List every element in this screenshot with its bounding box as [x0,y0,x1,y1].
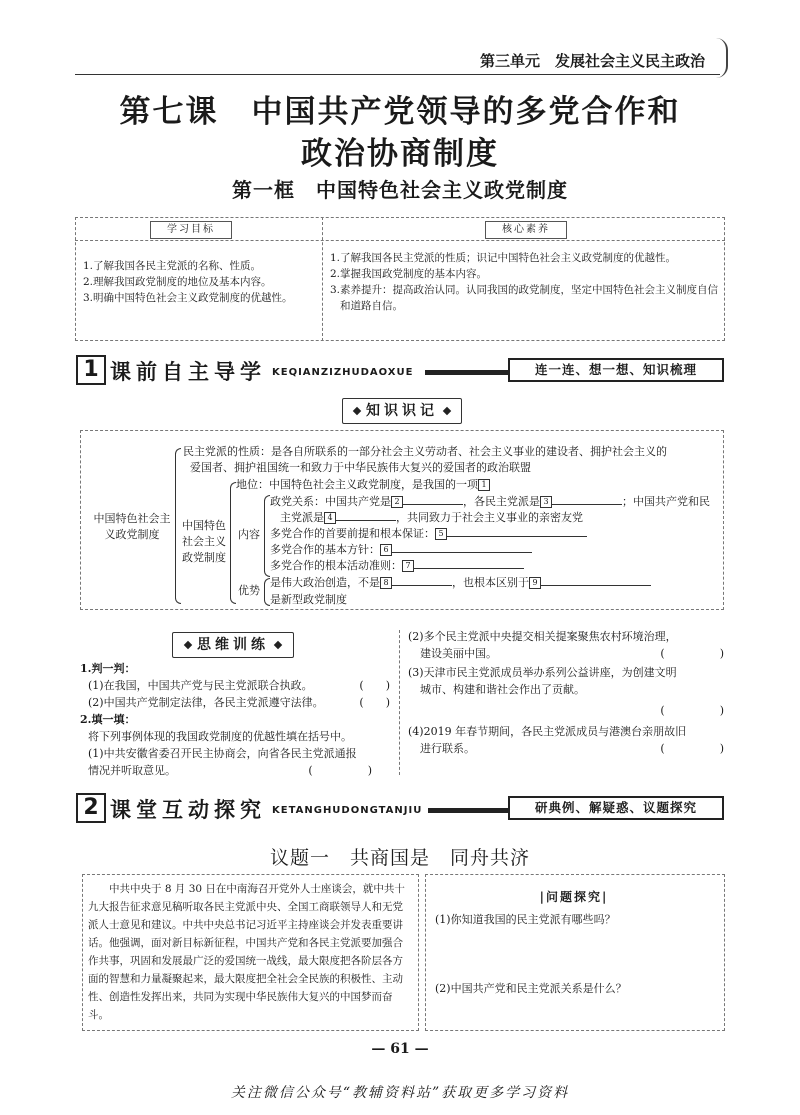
fill-item-3b: 城市、构建和谐社会作出了贡献。 [420,683,585,696]
answer-paren[interactable]: ( ) [660,704,724,717]
core-literacy-item: 2.掌握我国政党制度的基本内容。 [330,268,488,280]
question-2: (2)中国共产党和民主党派关系是什么？ [435,982,627,995]
advantage-text: 是伟大政治创造，不是 [270,576,380,589]
answer-paren[interactable]: ( ) [660,647,724,660]
training-label-text: 思维训练 [197,637,269,653]
training-right [408,628,724,757]
section1-title: 课前自主导学 [110,360,266,384]
fill-blank[interactable] [392,541,532,553]
training-left [80,660,392,779]
core-literacy-list [330,250,720,314]
unit-header: 第三单元 发展社会主义民主政治 [479,52,705,70]
answer-paren[interactable]: ( ) [308,764,372,777]
section1-tagline: 连一连、想一想、知识梳理 [508,358,724,382]
section2-pinyin: KETANGHUDONGTANJIU [272,805,423,816]
diamond-icon [184,641,192,649]
learning-goals-tag: 学习目标 [150,221,232,239]
lesson-title-line2: 政治协商制度 [301,136,499,172]
fill-2b-text: 建设美丽中国。 [420,647,497,660]
relations-text: 主党派是 [280,511,324,524]
fill-blank[interactable] [541,574,651,586]
lesson-subtitle: 第一框 中国特色社会主义政党制度 [232,178,568,202]
tree-status [236,477,490,493]
fill-item-1: (1)中共安徽省委召开民主协商会，向省各民主党派通报 [88,747,357,760]
blank-number: 7 [402,560,414,572]
core-literacy-tag: 核心素养 [485,221,567,239]
tree-policy [270,541,532,558]
objectives-header-rule [75,240,725,241]
learning-goal-item: 2.理解我国政党制度的地位及基本内容。 [83,276,272,288]
tree-advantage-2: 是新型政党制度 [270,593,347,606]
fill-item-2b [408,645,724,662]
fill-1b-text: 情况并听取意见。 [88,764,176,777]
blank-number: 3 [540,496,552,508]
tree-content-label: 内容 [238,528,260,541]
answer-paren[interactable]: ( ) [359,679,390,692]
judge-item-1 [80,677,392,694]
blank-number: 1 [478,479,490,491]
policy-text: 多党合作的基本方针： [270,543,380,556]
learning-goal-item: 1.了解我国各民主党派的名称、性质。 [83,260,262,272]
fill-item-4: (4)2019 年春节期间，各民主党派成员与港澳台亲朋故旧 [408,725,687,738]
tree-relations-2 [280,509,583,526]
question-tag-text: 问题探究 [545,890,602,904]
objectives-divider [322,217,323,341]
news-text: 中共中央于 8 月 30 日在中南海召开党外人士座谈会，就中共十九大报告征求意见稿听取各民主党派中央、全国工商联领导人和无党派人士意见和建议。中共中央总书记习近平主持座谈会并发表重要讲话。他强调，面对新目标新征程，中国共产党和各民主党派要加强合作共事，巩固和发展最广泛的爱国统一战线，最大限度把各阶层各方面的智慧和力量凝聚起来，最大限度把全社会全民族的积极性、主动性、创造性发挥出来，共同为实现中华民族伟大复兴的中国梦而奋斗。 [88,883,405,1021]
judge-title: 1.判一判： [80,662,136,675]
news-passage [88,880,413,1024]
section1-pinyin: KEQIANZIZHUDAOXUE [272,367,414,378]
fill-item-3: (3)天津市民主党派成员举办系列公益讲座，为创建文明 [408,666,677,679]
relations-text: ，各民主党派是 [463,495,540,508]
header-bracket [716,38,728,78]
judge-2-text: (2)中国共产党制定法律，各民主党派遵守法律。 [88,696,324,709]
tree-root: 中国特色社会主义政党制度 [93,512,171,541]
fill-intro: 将下列事例体现的我国政党制度的优越性填在括号中。 [88,730,352,743]
blank-number: 8 [380,577,392,589]
page-number: — 61 — [371,1041,429,1057]
footer-note: 关注微信公众号“教辅资料站”获取更多学习资料 [230,1085,570,1101]
learning-goal-item: 3.明确中国特色社会主义政党制度的优越性。 [83,292,293,304]
tree-parties-nature-2: 爱国者、拥护祖国统一和致力于中华民族伟大复兴的爱国者的政治联盟 [190,461,531,474]
section2-number: 2 [76,793,106,823]
tree-system-node: 中国特色社会主义政党制度 [182,519,226,564]
tree-relations [270,493,710,510]
fill-blank[interactable] [403,493,463,505]
blank-number: 9 [529,577,541,589]
blank-number: 6 [380,544,392,556]
relations-text: ，共同致力于社会主义事业的亲密友党 [396,511,583,524]
tree-advantage-label: 优势 [238,584,260,597]
training-label [172,632,294,658]
tree-parties-nature: 民主党派的性质：是各自所联系的一部分社会主义劳动者、社会主义事业的建设者、拥护社会主义的 [183,445,667,458]
knowledge-label-text: 知识识记 [366,403,438,419]
training-divider [399,630,400,775]
answer-paren[interactable]: ( ) [660,742,724,755]
question-tag: |问题探究| [539,890,609,904]
premise-text: 多党合作的首要前提和根本保证： [270,527,435,540]
brace-system [230,482,236,604]
knowledge-label [342,398,462,424]
section2-title: 课堂互动探究 [110,798,266,822]
fill-blank[interactable] [552,493,622,505]
fill-blank[interactable] [392,574,452,586]
learning-goals-list [83,258,317,306]
header-rule [75,74,720,75]
tree-norm [270,557,524,574]
question-1: (1)你知道我国的民主党派有哪些吗？ [435,913,616,926]
tree-advantage [270,574,651,591]
diamond-icon [443,407,451,415]
relations-text: 政党关系：中国共产党是 [270,495,391,508]
fill-item-2: (2)多个民主党派中央提交相关提案聚焦农村环境治理， [408,630,677,643]
fill-blank[interactable] [414,557,524,569]
advantage-text: ，也根本区别于 [452,576,529,589]
section1-number: 1 [76,355,106,385]
tree-premise [270,525,587,542]
judge-1-text: (1)在我国，中国共产党与民主党派联合执政。 [88,679,313,692]
topic-title: 议题一 共商国是 同舟共济 [269,847,530,869]
core-literacy-item: 3.素养提升：提高政治认同。认同我国的政党制度，坚定中国特色社会主义制度自信和道路自信。 [330,284,719,312]
fill-blank[interactable] [336,509,396,521]
fill-title: 2.填一填： [80,713,136,726]
fill-item-4b [408,740,724,757]
fill-item-3c [408,702,724,719]
diamond-icon [353,407,361,415]
diamond-icon [274,641,282,649]
section1-bar [425,370,510,375]
blank-number: 4 [324,512,336,524]
core-literacy-item: 1.了解我国各民主党派的性质；识记中国特色社会主义政党制度的优越性。 [330,252,677,264]
fill-4b-text: 进行联系。 [420,742,475,755]
judge-item-2 [80,694,392,711]
status-text: 地位：中国特色社会主义政党制度，是我国的一项 [236,478,478,491]
lesson-title-line1: 第七课 中国共产党领导的多党合作和 [119,94,681,130]
section2-tagline: 研典例、解疑惑、议题探究 [508,796,724,820]
answer-paren[interactable]: ( ) [359,696,390,709]
relations-text: ；中国共产党和民 [622,495,710,508]
blank-number: 2 [391,496,403,508]
blank-number: 5 [435,528,447,540]
norm-text: 多党合作的根本活动准则： [270,559,402,572]
fill-blank[interactable] [447,525,587,537]
fill-item-1b [80,762,392,779]
section2-bar [428,808,510,813]
